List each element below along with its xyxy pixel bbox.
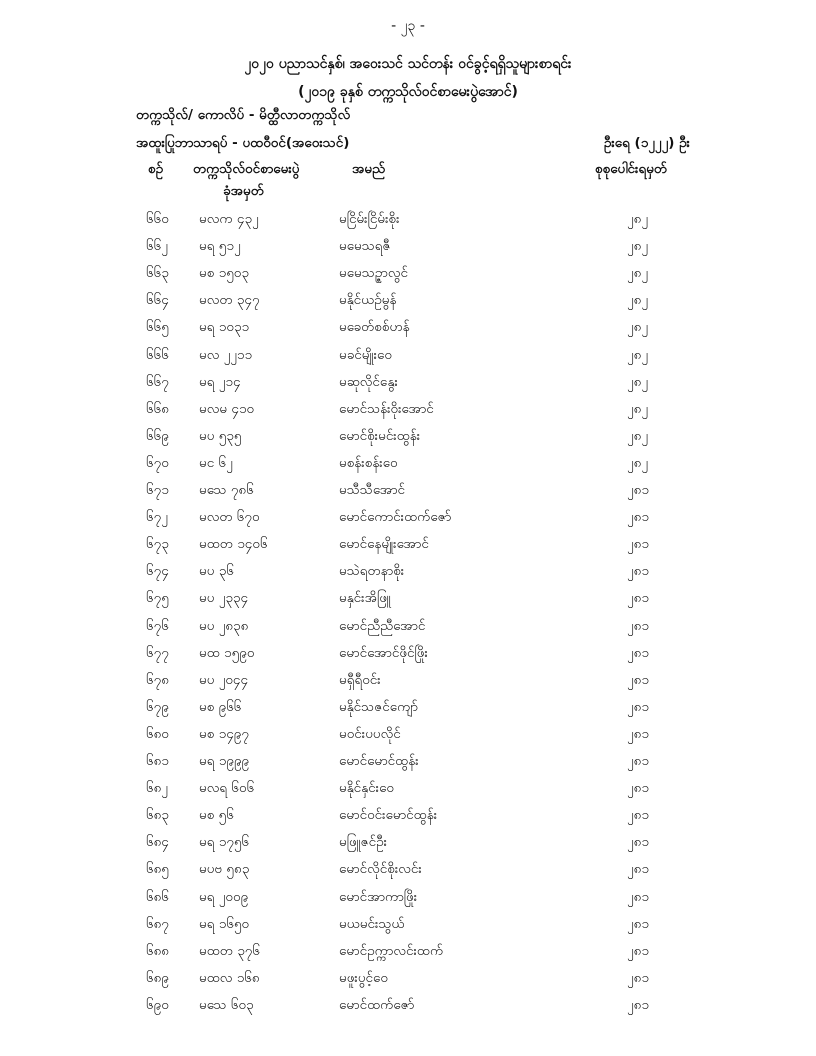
row-number: ၆၆၈ (146, 400, 169, 417)
total-mark: ၂၈၁ (627, 617, 649, 634)
roll-number: မထတ ၁၄၀၆ (199, 536, 268, 553)
student-name: မောင်အာကာဖြိုး (339, 888, 418, 905)
row-number: ၆၈၆ (146, 888, 169, 905)
total-mark: ၂၈၂ (627, 454, 648, 471)
row-number: ၆၆၃ (146, 265, 169, 282)
total-mark: ၂၈၁ (627, 780, 649, 797)
list-row (0, 373, 816, 399)
row-number: ၆၆၄ (146, 292, 169, 309)
total-mark: ၂၈၂ (627, 400, 648, 417)
list-row (0, 400, 816, 426)
list-row (0, 562, 816, 588)
row-number: ၆၈၁ (146, 753, 169, 769)
list-row (0, 237, 816, 263)
row-number: ၆၈၅ (146, 861, 169, 878)
roll-number: မပဗ ၅၈၃ (199, 861, 250, 878)
roll-number: မလတ ၃၄၇ (199, 292, 260, 309)
roll-number: မပ ၂၈၃၈ (199, 617, 249, 634)
row-number: ၆၇၀ (146, 454, 169, 471)
row-number: ၆၈၃ (146, 807, 169, 824)
student-name: မဖူးပွင့်ဝေ (339, 969, 388, 986)
student-name: မဖြူဇင်ဦး (339, 834, 388, 851)
total-mark: ၂၈၁ (627, 482, 649, 498)
total-mark: ၂၈၁ (627, 753, 649, 769)
student-name: မငြိမ်းငြိမ်းစိုး (339, 211, 400, 227)
row-number: ၆၆၇ (146, 373, 169, 390)
roll-number: မထ ၁၅၉၀ (199, 644, 255, 661)
list-row (0, 346, 816, 372)
total-mark: ၂၈၂ (627, 265, 648, 282)
student-name: မမေသဉ္ဇာလွင် (339, 265, 408, 282)
roll-number: မရ ၁၀၃၁ (199, 319, 250, 336)
roll-number: မပ ၅၃၅ (199, 427, 242, 444)
total-mark: ၂၈၁ (627, 942, 649, 959)
column-header-name: အမည် (352, 161, 386, 177)
total-mark: ၂၈၁ (627, 807, 649, 824)
university-line: တက္ကသိုလ်/ ကောလိပ် - မိတ္ထီလာတက္ကသိုလ် (136, 107, 351, 123)
column-header-roll: တက္ကသိုလ်ဝင်စာမေးပွဲ (193, 161, 300, 177)
student-name: မောင်စိုးမင်းထွန်း (339, 427, 421, 444)
total-mark: ၂၈၂ (627, 292, 648, 309)
row-number: ၆၆၅ (146, 319, 169, 336)
student-name: မနိုင်နှင်းဝေ (339, 780, 394, 797)
total-mark: ၂၈၁ (627, 698, 649, 715)
list-row (0, 291, 816, 317)
list-row (0, 617, 816, 643)
list-row (0, 725, 816, 751)
list-row (0, 942, 816, 968)
row-number: ၆၈၀ (146, 725, 169, 742)
list-row (0, 833, 816, 859)
total-count: ဦးရေ (၁၂၂၂) ဦး (603, 135, 690, 151)
row-number: ၆၇၄ (146, 563, 169, 580)
roll-number: မစ ၁၄၉၇ (199, 725, 249, 742)
total-mark: ၂၈၁ (627, 644, 649, 661)
roll-number: မပ ၂၃၃၄ (199, 590, 249, 607)
student-name: မဆုလိုင်နွေး (339, 373, 398, 390)
roll-number: မထတ ၃၇၆ (199, 942, 260, 959)
roll-number: မစ ၅၆ (199, 807, 234, 824)
row-number: ၆၇၂ (146, 509, 168, 526)
total-mark: ၂၈၁ (627, 725, 649, 742)
student-name: မောင်ဝင်းမောင်ထွန်း (339, 807, 438, 824)
list-row (0, 454, 816, 480)
student-name: မသီသီအောင် (339, 482, 406, 498)
roll-number: မစ ၉၆၆ (199, 698, 242, 715)
page-number: - ၂၃ - (391, 18, 425, 34)
total-mark: ၂၈၁ (627, 996, 649, 1013)
total-mark: ၂၈၂ (627, 319, 648, 336)
row-number: ၆၈၄ (146, 834, 169, 851)
total-mark: ၂၈၁ (627, 563, 649, 580)
row-number: ၆၇၁ (146, 482, 169, 498)
list-row (0, 779, 816, 805)
roll-number: မလရ ၆၀၆ (199, 780, 255, 797)
list-row (0, 508, 816, 534)
list-row (0, 752, 816, 778)
student-name: မောင်ညီညီအောင် (339, 617, 426, 634)
row-number: ၆၈၇ (146, 915, 169, 932)
list-row (0, 860, 816, 886)
row-number: ၆၆၂ (146, 238, 168, 255)
student-name: မောင်မောင်ထွန်း (339, 753, 419, 769)
roll-number: မင ၆၂ (199, 454, 233, 471)
student-name: မစန်းစန်းဝေ (339, 454, 398, 471)
roll-number: မရ ၂၁၄ (199, 373, 241, 390)
roll-number: မပ ၂၀၄၄ (199, 671, 249, 688)
student-name: မောင်ဥက္ကာလင်းထက် (339, 942, 444, 959)
roll-number: မရ ၁၆၅၀ (199, 915, 250, 932)
list-row (0, 318, 816, 344)
roll-number: မလ ၂၂၁၁ (199, 346, 253, 363)
list-row (0, 888, 816, 914)
student-name: မသဲရတနာစိုး (339, 563, 405, 580)
student-name: မောင်ကောင်းထက်ဇော် (339, 509, 452, 526)
list-row (0, 996, 816, 1022)
list-row (0, 589, 816, 615)
student-name: မနိုင်ယဉ်မွန် (339, 292, 397, 309)
row-number: ၆၆၀ (146, 211, 169, 227)
total-mark: ၂၈၁ (627, 888, 649, 905)
roll-number: မလတ ၆၇၀ (199, 509, 260, 526)
column-header-mark: စုစုပေါင်းရမှတ် (595, 161, 668, 177)
list-row (0, 535, 816, 561)
column-header-no: စဉ် (148, 161, 164, 177)
list-row (0, 264, 816, 290)
total-mark: ၂၈၂ (627, 211, 648, 227)
list-row (0, 698, 816, 724)
row-number: ၆၇၈ (146, 671, 169, 688)
student-name: မမေသရဇီ (339, 238, 391, 255)
row-number: ၆၇၅ (146, 590, 169, 607)
list-row (0, 644, 816, 670)
student-name: မရှီရီဝင်း (339, 671, 381, 688)
student-name: မောင်လိုင်စိုးလင်း (339, 861, 422, 878)
student-name: မောင်ထက်ဇော် (339, 996, 415, 1013)
student-name: မနှင်းအိဖြူ (339, 590, 391, 607)
row-number: ၆၈၂ (146, 780, 168, 797)
total-mark: ၂၈၁ (627, 590, 649, 607)
roll-number: မလက ၄၃၂ (199, 211, 259, 227)
list-row (0, 969, 816, 995)
total-mark: ၂၈၁ (627, 509, 649, 526)
row-number: ၆၆၆ (146, 346, 169, 363)
total-mark: ၂၈၂ (627, 373, 648, 390)
row-number: ၆၇၃ (146, 536, 169, 553)
row-number: ၆၇၆ (146, 617, 169, 634)
total-mark: ၂၈၁ (627, 915, 649, 932)
row-number: ၆၇၉ (146, 698, 169, 715)
document-title: ၂၀၂၀ ပညာသင်နှစ်၊ အဝေးသင် သင်တန်း ဝင်ခွင့်ရရှိသူများစာရင်း (244, 56, 572, 72)
student-name: မဝင်းပပလိုင် (339, 725, 401, 742)
total-mark: ၂၈၂ (627, 238, 648, 255)
roll-number: မရ ၁၉၉၉ (199, 753, 250, 769)
total-mark: ၂၈၁ (627, 969, 649, 986)
list-row (0, 427, 816, 453)
student-name: မခင်မျိုးဝေ (339, 346, 392, 363)
student-name: မောင်နေမျိုးအောင် (339, 536, 429, 553)
row-number: ၆၆၉ (146, 427, 169, 444)
row-number: ၆၈၈ (146, 942, 170, 959)
total-mark: ၂၈၂ (627, 427, 648, 444)
total-mark: ၂၈၁ (627, 671, 649, 688)
document-subtitle: (၂၀၁၉ ခုနှစ် တက္ကသိုလ်ဝင်စာမေးပွဲအောင်) (298, 84, 518, 100)
list-row (0, 210, 816, 236)
list-row (0, 481, 816, 507)
row-number: ၆၇၇ (146, 644, 169, 661)
roll-number: မသေ ၆၀၃ (199, 996, 254, 1013)
row-number: ၆၉၀ (146, 996, 169, 1013)
roll-number: မရ ၂၀၀၉ (199, 888, 249, 905)
student-name: မောင်သန်းဝိုးအောင် (339, 400, 434, 417)
student-name: မခေတ်စစ်ဟန် (339, 319, 410, 336)
total-mark: ၂၈၂ (627, 346, 648, 363)
total-mark: ၂၈၁ (627, 536, 649, 553)
row-number: ၆၈၉ (146, 969, 169, 986)
student-name: မနိုင်သဇင်ကျော် (339, 698, 418, 715)
list-row (0, 915, 816, 941)
roll-number: မစ ၁၅၀၃ (199, 265, 249, 282)
roll-number: မပ ၃၆ (199, 563, 234, 580)
roll-number: မရ ၁၇၅၆ (199, 834, 250, 851)
roll-number: မလမ ၄၁၀ (199, 400, 255, 417)
student-name: မယမင်းသွယ် (339, 915, 405, 932)
student-name: မောင်အောင်ဖိုင်ဖြိုး (339, 644, 428, 661)
roll-number: မရ ၅၁၂ (199, 238, 241, 255)
subject-line: အထူးပြုဘာသာရပ် - ပထဝီဝင်(အဝေးသင်) (136, 135, 350, 151)
roll-number: မထလ ၁၆၈ (199, 969, 260, 986)
total-mark: ၂၈၁ (627, 861, 649, 878)
column-header-roll-line2: ခုံအမှတ် (223, 183, 264, 199)
list-row (0, 671, 816, 697)
total-mark: ၂၈၁ (627, 834, 649, 851)
list-row (0, 806, 816, 832)
roll-number: မသေ ၇၈၆ (199, 482, 254, 498)
